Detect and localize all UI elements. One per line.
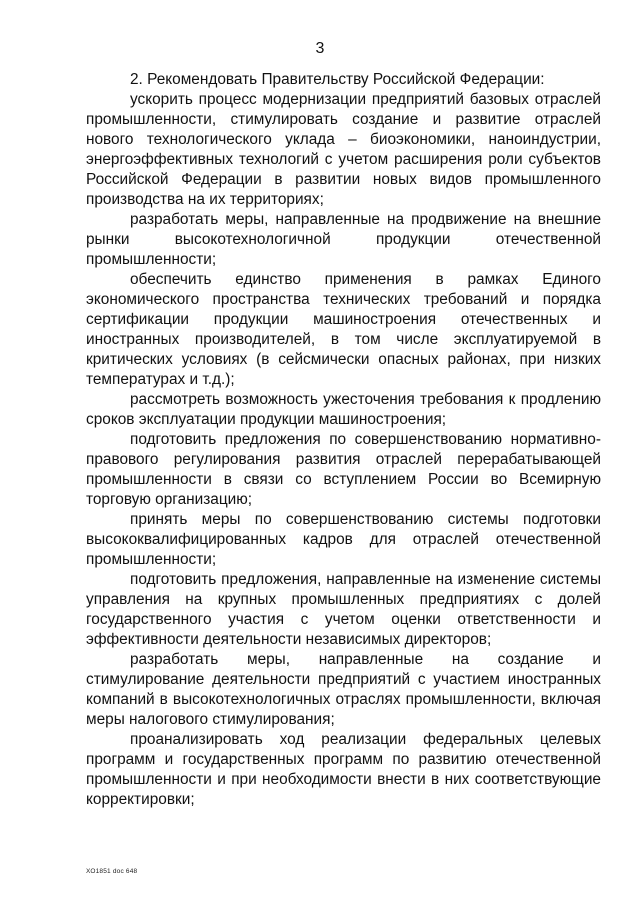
document-code: ХО1851 doc 648 xyxy=(86,868,138,875)
paragraph-technical-requirements: обеспечить единство применения в рамках Единого экономического пространства технических требований и порядка сертификации продукции машиностроения отечественных и иностранных производителей, в том числе эксплуатируемой в критических условиях (в сейсмически опасных районах, при низких температурах и т.д.); xyxy=(86,271,601,388)
document-body xyxy=(86,70,601,810)
paragraph-modernization: ускорить процесс модернизации предприятий базовых отраслей промышленности, стимулировать создание и развитие отраслей нового технологического уклада – биоэкономики, наноиндустрии, энергоэффективных технологий с учетом расширения роли субъектов Российской Федерации в развитии новых видов промышленного производства на их территориях; xyxy=(86,91,601,208)
paragraph-export-promotion: разработать меры, направленные на продвижение на внешние рынки высокотехнологичной продукции отечественной промышленности; xyxy=(86,211,601,268)
paragraph-service-life: рассмотреть возможность ужесточения требования к продлению сроков эксплуатации продукции машиностроения; xyxy=(86,391,601,428)
paragraph-management-system: подготовить предложения, направленные на изменение системы управления на крупных промышленных предприятиях с долей государственного участия с учетом оценки ответственности и эффективности деятельности независимых директоров; xyxy=(86,571,601,648)
paragraph-wto-regulation: подготовить предложения по совершенствованию нормативно-правового регулирования развития отраслей перерабатывающей промышленности в связи со вступлением России во Всемирную торговую организацию; xyxy=(86,431,601,508)
page-number: 3 xyxy=(315,40,325,57)
paragraph-program-analysis: проанализировать ход реализации федеральных целевых программ и государственных программ по развитию отечественной промышленности и при необходимости внести в них соответствующие корректировки; xyxy=(86,731,601,808)
paragraph-personnel-training: принять меры по совершенствованию системы подготовки высококвалифицированных кадров для отраслей отечественной промышленности; xyxy=(86,511,601,568)
paragraph-foreign-participation: разработать меры, направленные на создание и стимулирование деятельности предприятий с участием иностранных компаний в высокотехнологичных отраслях промышленности, включая меры налогового стимулирования; xyxy=(86,651,601,728)
recommendation-heading: 2. Рекомендовать Правительству Российской Федерации: xyxy=(130,71,545,88)
